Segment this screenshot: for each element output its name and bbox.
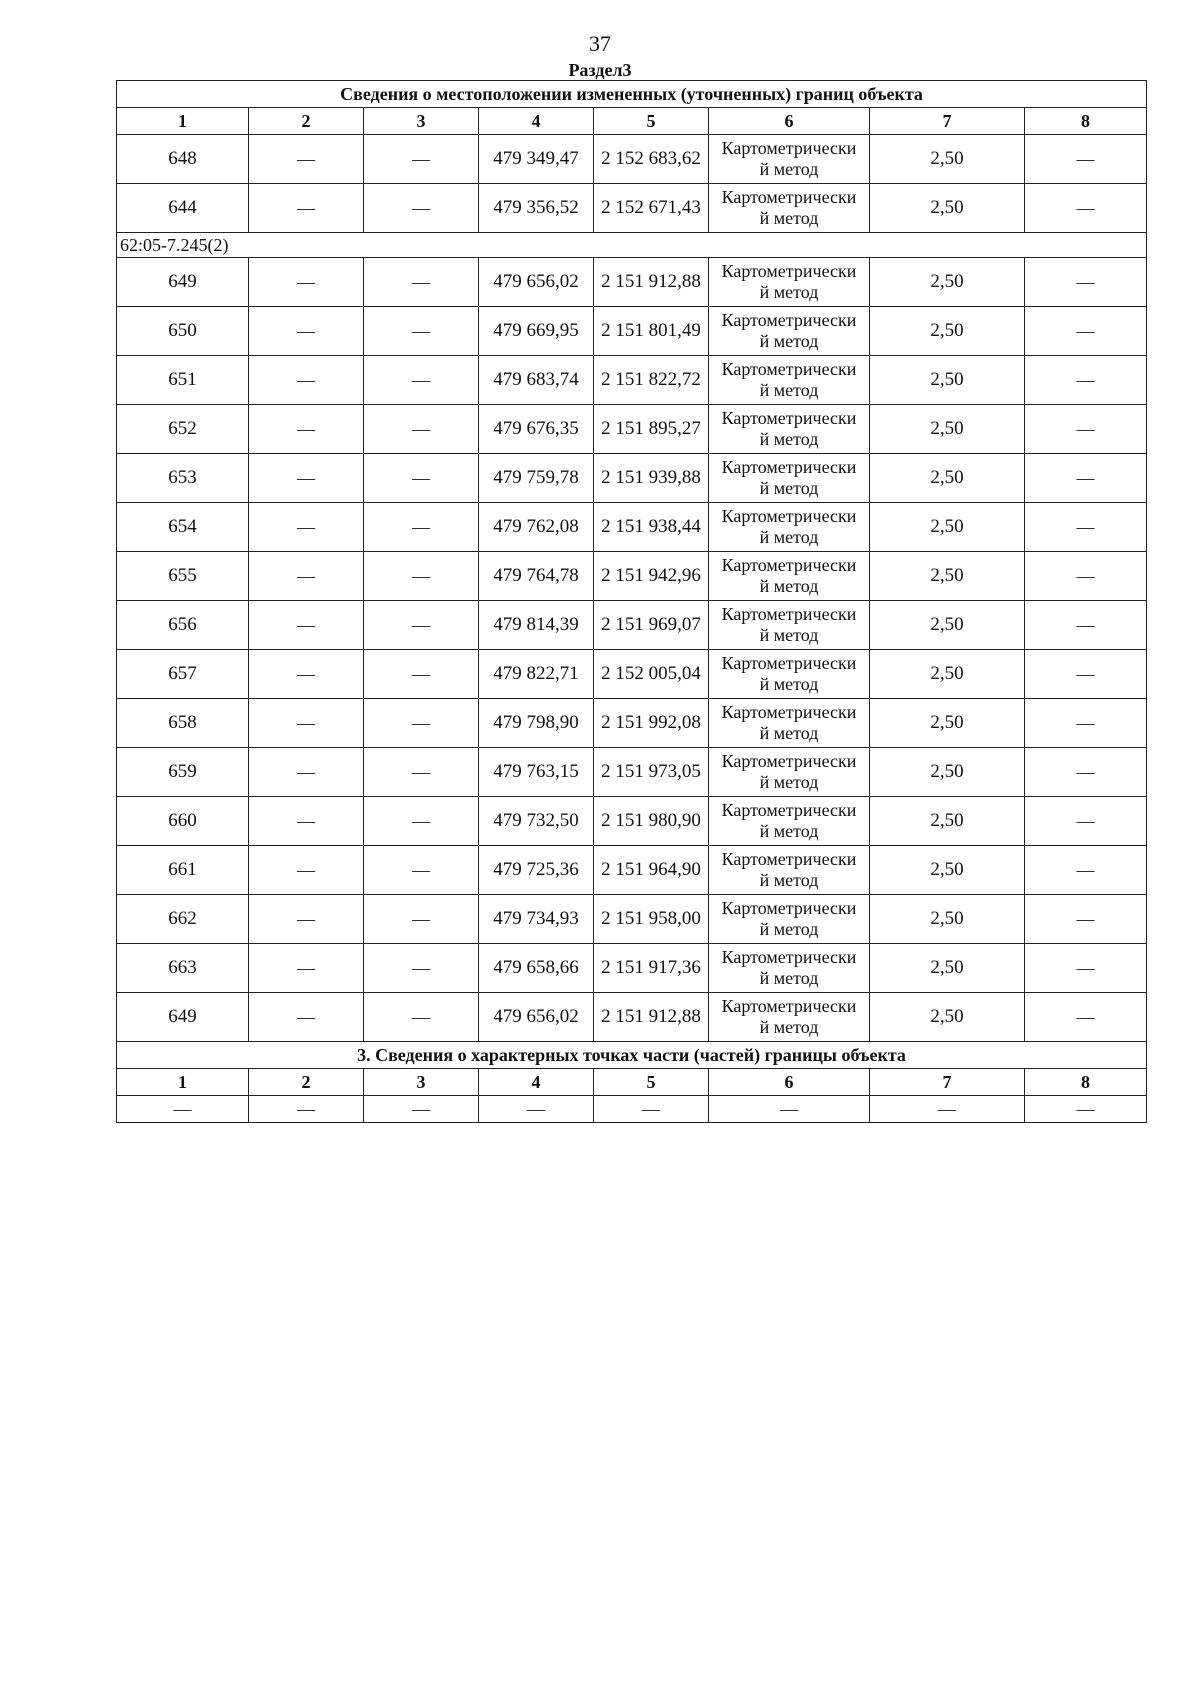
method-text-line-1: Картометрически (721, 702, 857, 722)
x-coordinate-cell: 479 656,02 (479, 258, 594, 307)
empty-cell: — (870, 1096, 1025, 1123)
x-coordinate-cell: 479 683,74 (479, 356, 594, 405)
point-number-cell: 649 (117, 258, 249, 307)
empty-cell: — (249, 993, 364, 1042)
empty-cell: — (249, 1096, 364, 1123)
column-number-5: 5 (594, 108, 709, 135)
method-cell (709, 895, 870, 944)
point-number-cell: 644 (117, 184, 249, 233)
y-coordinate-cell: 2 151 973,05 (594, 748, 709, 797)
table-row (117, 135, 1147, 184)
empty-cell: — (1025, 1096, 1147, 1123)
x-coordinate-cell: 479 349,47 (479, 135, 594, 184)
empty-cell: — (249, 135, 364, 184)
empty-cell: — (249, 895, 364, 944)
point-number-cell: 660 (117, 797, 249, 846)
empty-cell: — (1025, 356, 1147, 405)
y-coordinate-cell: 2 152 005,04 (594, 650, 709, 699)
method-text-line-2: й метод (759, 625, 819, 645)
empty-cell: — (364, 307, 479, 356)
point-number-cell: 657 (117, 650, 249, 699)
contour-group-label: 62:05-7.245(2) (117, 233, 1147, 258)
empty-cell: — (364, 135, 479, 184)
method-text-line-2: й метод (759, 478, 819, 498)
empty-cell: — (1025, 993, 1147, 1042)
method-text-line-1: Картометрически (721, 604, 857, 624)
method-text-line-1: Картометрически (721, 898, 857, 918)
part-column-number-6: 6 (709, 1069, 870, 1096)
empty-cell: — (1025, 699, 1147, 748)
empty-cell: — (1025, 307, 1147, 356)
empty-cell: — (249, 405, 364, 454)
accuracy-cell: 2,50 (870, 944, 1025, 993)
method-cell (709, 552, 870, 601)
accuracy-cell: 2,50 (870, 699, 1025, 748)
table-row (117, 650, 1147, 699)
table-row (117, 184, 1147, 233)
method-cell (709, 601, 870, 650)
y-coordinate-cell: 2 152 683,62 (594, 135, 709, 184)
empty-cell: — (249, 307, 364, 356)
method-cell (709, 699, 870, 748)
empty-cell: — (364, 1096, 479, 1123)
section-label: Раздел3 (568, 60, 632, 80)
empty-cell: — (1025, 258, 1147, 307)
x-coordinate-cell: 479 676,35 (479, 405, 594, 454)
table-row (117, 356, 1147, 405)
table-row (117, 797, 1147, 846)
part-column-number-2: 2 (249, 1069, 364, 1096)
part-column-number-5: 5 (594, 1069, 709, 1096)
method-text-line-1: Картометрически (721, 408, 857, 428)
accuracy-cell: 2,50 (870, 601, 1025, 650)
table-title: Сведения о местоположении измененных (уточненных) границ объекта (117, 81, 1147, 108)
method-cell (709, 846, 870, 895)
empty-cell: — (364, 405, 479, 454)
point-number-cell: 655 (117, 552, 249, 601)
column-number-2: 2 (249, 108, 364, 135)
x-coordinate-cell: 479 798,90 (479, 699, 594, 748)
y-coordinate-cell: 2 152 671,43 (594, 184, 709, 233)
empty-cell: — (364, 454, 479, 503)
method-cell (709, 993, 870, 1042)
accuracy-cell: 2,50 (870, 307, 1025, 356)
table-row (117, 993, 1147, 1042)
y-coordinate-cell: 2 151 917,36 (594, 944, 709, 993)
y-coordinate-cell: 2 151 895,27 (594, 405, 709, 454)
part-column-number-4: 4 (479, 1069, 594, 1096)
point-number-cell: 658 (117, 699, 249, 748)
method-text-line-2: й метод (759, 429, 819, 449)
method-text-line-1: Картометрически (721, 261, 857, 281)
empty-cell: — (1025, 650, 1147, 699)
method-text-line-1: Картометрически (721, 506, 857, 526)
method-text-line-2: й метод (759, 821, 819, 841)
empty-cell: — (249, 846, 364, 895)
empty-cell: — (364, 184, 479, 233)
method-cell (709, 184, 870, 233)
accuracy-cell: 2,50 (870, 405, 1025, 454)
accuracy-cell: 2,50 (870, 993, 1025, 1042)
point-number-cell: 661 (117, 846, 249, 895)
point-number-cell: 652 (117, 405, 249, 454)
accuracy-cell: 2,50 (870, 552, 1025, 601)
accuracy-cell: 2,50 (870, 184, 1025, 233)
part-section-title-row (117, 1042, 1147, 1069)
point-number-cell: 651 (117, 356, 249, 405)
part-column-number-1: 1 (117, 1069, 249, 1096)
column-number-row (117, 108, 1147, 135)
empty-cell: — (117, 1096, 249, 1123)
method-text-line-2: й метод (759, 919, 819, 939)
empty-cell: — (479, 1096, 594, 1123)
empty-cell: — (1025, 846, 1147, 895)
method-cell (709, 258, 870, 307)
method-text-line-1: Картометрически (721, 555, 857, 575)
method-cell (709, 405, 870, 454)
column-number-4: 4 (479, 108, 594, 135)
method-text-line-2: й метод (759, 380, 819, 400)
empty-cell: — (364, 258, 479, 307)
y-coordinate-cell: 2 151 939,88 (594, 454, 709, 503)
y-coordinate-cell: 2 151 938,44 (594, 503, 709, 552)
y-coordinate-cell: 2 151 822,72 (594, 356, 709, 405)
point-number-cell: 649 (117, 993, 249, 1042)
x-coordinate-cell: 479 764,78 (479, 552, 594, 601)
y-coordinate-cell: 2 151 969,07 (594, 601, 709, 650)
empty-cell: — (1025, 748, 1147, 797)
method-text-line-2: й метод (759, 576, 819, 596)
part-section-title: 3. Сведения о характерных точках части (частей) границы объекта (117, 1042, 1147, 1069)
empty-cell: — (364, 601, 479, 650)
method-text-line-2: й метод (759, 723, 819, 743)
empty-cell: — (364, 748, 479, 797)
table-row (117, 748, 1147, 797)
method-cell (709, 748, 870, 797)
method-text-line-1: Картометрически (721, 996, 857, 1016)
accuracy-cell: 2,50 (870, 356, 1025, 405)
x-coordinate-cell: 479 356,52 (479, 184, 594, 233)
table-row (117, 552, 1147, 601)
table-title-row (117, 81, 1147, 108)
contour-group-row (117, 233, 1147, 258)
accuracy-cell: 2,50 (870, 258, 1025, 307)
y-coordinate-cell: 2 151 912,88 (594, 993, 709, 1042)
accuracy-cell: 2,50 (870, 797, 1025, 846)
x-coordinate-cell: 479 762,08 (479, 503, 594, 552)
empty-cell: — (249, 650, 364, 699)
x-coordinate-cell: 479 656,02 (479, 993, 594, 1042)
part-column-number-3: 3 (364, 1069, 479, 1096)
empty-cell: — (1025, 184, 1147, 233)
method-text-line-1: Картометрически (721, 138, 857, 158)
x-coordinate-cell: 479 658,66 (479, 944, 594, 993)
empty-cell: — (1025, 797, 1147, 846)
column-number-1: 1 (117, 108, 249, 135)
y-coordinate-cell: 2 151 980,90 (594, 797, 709, 846)
empty-cell: — (1025, 601, 1147, 650)
empty-cell: — (1025, 552, 1147, 601)
empty-part-row (117, 1096, 1147, 1123)
empty-cell: — (249, 797, 364, 846)
method-text-line-1: Картометрически (721, 359, 857, 379)
method-cell (709, 307, 870, 356)
empty-cell: — (249, 552, 364, 601)
empty-cell: — (364, 895, 479, 944)
accuracy-cell: 2,50 (870, 135, 1025, 184)
empty-cell: — (249, 503, 364, 552)
empty-cell: — (1025, 944, 1147, 993)
accuracy-cell: 2,50 (870, 748, 1025, 797)
point-number-cell: 648 (117, 135, 249, 184)
method-text-line-2: й метод (759, 331, 819, 351)
empty-cell: — (249, 748, 364, 797)
page-number: 37 (589, 31, 611, 56)
method-text-line-2: й метод (759, 968, 819, 988)
x-coordinate-cell: 479 759,78 (479, 454, 594, 503)
method-text-line-2: й метод (759, 159, 819, 179)
method-text-line-1: Картометрически (721, 947, 857, 967)
part-column-number-7: 7 (870, 1069, 1025, 1096)
empty-cell: — (1025, 454, 1147, 503)
accuracy-cell: 2,50 (870, 846, 1025, 895)
method-text-line-1: Картометрически (721, 849, 857, 869)
empty-cell: — (364, 993, 479, 1042)
x-coordinate-cell: 479 814,39 (479, 601, 594, 650)
point-number-cell: 650 (117, 307, 249, 356)
method-text-line-1: Картометрически (721, 653, 857, 673)
empty-cell: — (364, 552, 479, 601)
table-row (117, 699, 1147, 748)
accuracy-cell: 2,50 (870, 650, 1025, 699)
empty-cell: — (364, 846, 479, 895)
method-text-line-2: й метод (759, 674, 819, 694)
method-text-line-1: Картометрически (721, 457, 857, 477)
method-cell (709, 356, 870, 405)
y-coordinate-cell: 2 151 801,49 (594, 307, 709, 356)
method-text-line-1: Картометрически (721, 187, 857, 207)
method-text-line-2: й метод (759, 772, 819, 792)
x-coordinate-cell: 479 822,71 (479, 650, 594, 699)
empty-cell: — (364, 356, 479, 405)
point-number-cell: 662 (117, 895, 249, 944)
empty-cell: — (249, 184, 364, 233)
table-row (117, 944, 1147, 993)
method-text-line-2: й метод (759, 870, 819, 890)
column-number-6: 6 (709, 108, 870, 135)
empty-cell: — (249, 944, 364, 993)
empty-cell: — (1025, 895, 1147, 944)
method-cell (709, 944, 870, 993)
column-number-8: 8 (1025, 108, 1147, 135)
y-coordinate-cell: 2 151 992,08 (594, 699, 709, 748)
table-row (117, 846, 1147, 895)
empty-cell: — (249, 601, 364, 650)
empty-cell: — (709, 1096, 870, 1123)
empty-cell: — (1025, 503, 1147, 552)
method-cell (709, 454, 870, 503)
column-number-row-2 (117, 1069, 1147, 1096)
empty-cell: — (364, 699, 479, 748)
table-row (117, 405, 1147, 454)
point-number-cell: 653 (117, 454, 249, 503)
table-row (117, 895, 1147, 944)
y-coordinate-cell: 2 151 958,00 (594, 895, 709, 944)
point-number-cell: 659 (117, 748, 249, 797)
part-column-number-8: 8 (1025, 1069, 1147, 1096)
accuracy-cell: 2,50 (870, 503, 1025, 552)
method-cell (709, 650, 870, 699)
empty-cell: — (249, 258, 364, 307)
x-coordinate-cell: 479 725,36 (479, 846, 594, 895)
accuracy-cell: 2,50 (870, 454, 1025, 503)
method-text-line-2: й метод (759, 208, 819, 228)
y-coordinate-cell: 2 151 912,88 (594, 258, 709, 307)
column-number-3: 3 (364, 108, 479, 135)
x-coordinate-cell: 479 734,93 (479, 895, 594, 944)
empty-cell: — (249, 699, 364, 748)
point-number-cell: 654 (117, 503, 249, 552)
method-text-line-2: й метод (759, 282, 819, 302)
method-cell (709, 503, 870, 552)
column-number-7: 7 (870, 108, 1025, 135)
y-coordinate-cell: 2 151 964,90 (594, 846, 709, 895)
empty-cell: — (364, 503, 479, 552)
x-coordinate-cell: 479 763,15 (479, 748, 594, 797)
method-cell (709, 135, 870, 184)
method-cell (709, 797, 870, 846)
empty-cell: — (249, 454, 364, 503)
method-text-line-2: й метод (759, 527, 819, 547)
method-text-line-2: й метод (759, 1017, 819, 1037)
point-number-cell: 663 (117, 944, 249, 993)
x-coordinate-cell: 479 732,50 (479, 797, 594, 846)
y-coordinate-cell: 2 151 942,96 (594, 552, 709, 601)
method-text-line-1: Картометрически (721, 310, 857, 330)
point-number-cell: 656 (117, 601, 249, 650)
empty-cell: — (1025, 405, 1147, 454)
x-coordinate-cell: 479 669,95 (479, 307, 594, 356)
boundary-coordinates-table (116, 80, 1147, 1123)
table-row (117, 601, 1147, 650)
empty-cell: — (249, 356, 364, 405)
table-row (117, 454, 1147, 503)
method-text-line-1: Картометрически (721, 800, 857, 820)
empty-cell: — (1025, 135, 1147, 184)
empty-cell: — (364, 650, 479, 699)
empty-cell: — (594, 1096, 709, 1123)
table-row (117, 307, 1147, 356)
accuracy-cell: 2,50 (870, 895, 1025, 944)
method-text-line-1: Картометрически (721, 751, 857, 771)
empty-cell: — (364, 944, 479, 993)
empty-cell: — (364, 797, 479, 846)
table-row (117, 258, 1147, 307)
table-row (117, 503, 1147, 552)
